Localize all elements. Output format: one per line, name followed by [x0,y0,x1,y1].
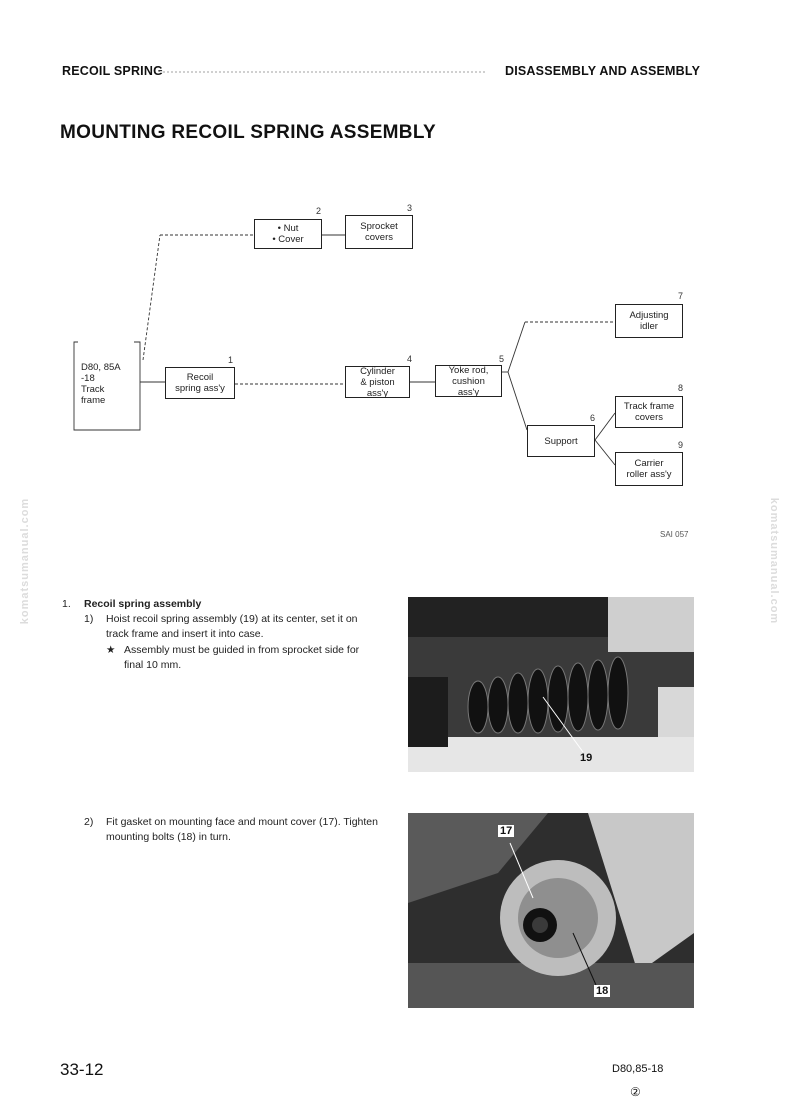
box-track-frame-covers [615,396,683,428]
box-cylinder-piston-num: 4 [407,354,413,364]
box-sprocket-covers [345,215,413,249]
box-adjusting-idler-num: 7 [678,291,684,301]
box-nut-cover-line-1: • Nut [277,223,299,234]
box-yoke-rod-num: 5 [499,354,505,364]
photo-mounting-cover-label-17: 17 [500,825,513,837]
box-yoke-rod-line-1: Yoke rod, [448,364,489,376]
watermark-left: komatsumanual.com [19,497,32,625]
diagram-code: SAI 057 [660,530,689,539]
box-yoke-rod-line-2: cushion [452,375,485,387]
box-carrier-roller-line-2: roller ass'y [626,469,672,480]
box-cylinder-piston [345,366,410,398]
box-cylinder-piston-line-3: ass'y [366,387,389,399]
photo-mounting-cover-label-18: 18 [596,985,609,997]
track-frame-line-3: Track [81,384,105,395]
photo-recoil-spring-image [408,597,694,772]
header-chapter: DISASSEMBLY AND ASSEMBLY [505,64,701,78]
box-track-frame-covers-line-2: covers [635,412,663,423]
box-support-line-1: Support [544,435,578,447]
box-carrier-roller-num: 9 [678,440,684,450]
box-sprocket-covers-num: 3 [407,203,413,213]
box-support [527,425,595,457]
box-support-num: 6 [590,413,596,423]
box-adjusting-idler-line-1: Adjusting [629,310,669,321]
box-nut-cover-num: 2 [316,206,322,216]
box-track-frame-covers-line-1: Track frame [623,401,675,412]
page-title: MOUNTING RECOIL SPRING ASSEMBLY [60,122,436,143]
box-sprocket-covers-line-1: Sprocket [360,221,398,232]
box-track-frame-covers-num: 8 [678,383,684,393]
track-frame-label [78,358,134,410]
footer-model: D80,85-18 [612,1063,664,1075]
track-frame-line-2: -18 [81,373,95,384]
watermark-right: komatsumanual.com [768,497,781,625]
box-recoil-spring-line-2: spring ass'y [175,383,225,394]
box-recoil-spring [165,367,235,399]
step-2-num: 2) [84,816,94,828]
page-number: 33-12 [60,1060,104,1079]
photo-mounting-cover-image [408,813,694,1008]
header-section: RECOIL SPRING [62,64,163,78]
note-star-icon: ★ [106,644,116,656]
photo-recoil-spring [408,597,694,772]
box-cylinder-piston-line-2: & piston [360,376,395,388]
box-nut-cover-line-2: • Cover [272,234,304,245]
box-adjusting-idler [615,304,683,338]
step-2-text: Fit gasket on mounting face and mount cover (17). Tighten mounting bolts (18) in turn. [106,816,378,843]
photo-recoil-spring-label: 19 [580,752,593,764]
step-heading-num: 1. [62,598,71,610]
step-heading: Recoil spring assembly [84,598,202,610]
photo-mounting-cover [408,813,694,1008]
step-1-note: Assembly must be guided in from sprocket side for final 10 mm. [124,644,360,671]
box-nut-cover [254,219,322,249]
box-adjusting-idler-line-2: idler [640,321,658,332]
box-sprocket-covers-line-2: covers [365,232,393,243]
box-yoke-rod-line-3: ass'y [457,386,480,398]
box-cylinder-piston-line-1: Cylinder [360,365,395,377]
box-recoil-spring-line-1: Recoil [186,372,214,383]
box-carrier-roller [615,452,683,486]
track-frame-line-1: D80, 85A [81,362,121,373]
box-carrier-roller-line-1: Carrier [634,458,664,469]
step-1-text: Hoist recoil spring assembly (19) at its center, set it on track frame and insert it into case. [106,613,358,640]
box-recoil-spring-num: 1 [228,355,234,365]
footer-revision: ② [630,1085,641,1099]
box-yoke-rod [435,365,502,397]
track-frame-line-4: frame [81,395,106,406]
step-1-num: 1) [84,613,94,625]
